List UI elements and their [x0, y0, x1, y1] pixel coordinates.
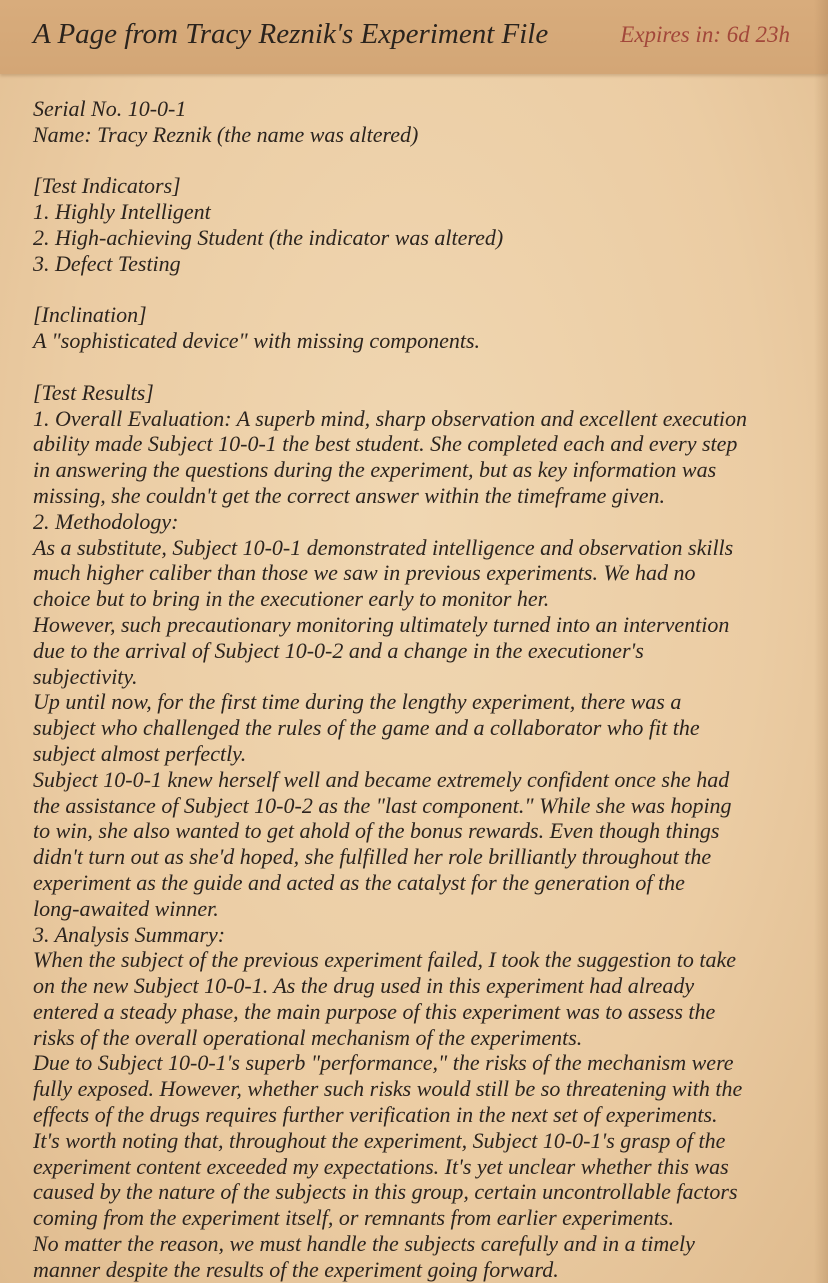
text-line: As a substitute, Subject 10-0-1 demonstrated intelligence and observation skills	[33, 534, 734, 560]
text-line: caused by the nature of the subjects in this group, certain uncontrollable factors	[33, 1179, 738, 1205]
text-line: experiment as the guide and acted as the catalyst for the generation of the	[33, 869, 685, 895]
text-line: the assistance of Subject 10-0-2 as the "last component." While she was hoping	[33, 792, 732, 818]
text-line: experiment content exceeded my expectations. It's yet unclear whether this was	[33, 1153, 729, 1179]
text-line: didn't turn out as she'd hoped, she fulfilled her role brilliantly throughout the	[33, 844, 712, 870]
text-line: Up until now, for the first time during the lengthy experiment, there was a	[33, 689, 682, 715]
text-line: manner despite the results of the experiment going forward.	[33, 1256, 559, 1282]
text-line: 2. High-achieving Student (the indicator was altered)	[33, 224, 504, 250]
text-line: risks of the overall operational mechanism of the experiments.	[33, 1024, 583, 1050]
text-line: 2. Methodology:	[33, 508, 179, 534]
text-line: When the subject of the previous experiment failed, I took the suggestion to take	[33, 947, 737, 973]
text-line: ability made Subject 10-0-1 the best student. She completed each and every step	[33, 431, 738, 457]
text-line: much higher caliber than those we saw in previous experiments. We had no	[33, 560, 696, 586]
text-line: subject who challenged the rules of the game and a collaborator who fit the	[33, 715, 700, 741]
text-line: 3. Analysis Summary:	[33, 921, 226, 947]
text-line: A "sophisticated device" with missing components.	[33, 328, 481, 354]
document-body[interactable]	[33, 96, 813, 1283]
text-line: effects of the drugs requires further verification in the next set of experiments.	[33, 1102, 718, 1128]
text-line: Serial No. 10-0-1	[33, 96, 187, 121]
text-line: 1. Overall Evaluation: A superb mind, sharp observation and excellent execution	[33, 405, 748, 431]
text-line: entered a steady phase, the main purpose of this experiment was to assess the	[33, 998, 716, 1024]
text-line: [Test Indicators]	[33, 173, 181, 199]
blank-line	[33, 277, 813, 303]
text-line: fully exposed. However, whether such risks would still be so threatening with the	[33, 1076, 743, 1102]
text-line: subjectivity.	[33, 663, 138, 689]
text-line: It's worth noting that, throughout the experiment, Subject 10-0-1's grasp of the	[33, 1127, 726, 1153]
text-line: choice but to bring in the executioner early to monitor her.	[33, 586, 550, 612]
text-line: due to the arrival of Subject 10-0-2 and a change in the executioner's	[33, 637, 644, 663]
page-edge-shadow	[814, 0, 828, 1283]
text-line: in answering the questions during the experiment, but as key information was	[33, 457, 717, 483]
text-line: However, such precautionary monitoring ultimately turned into an intervention	[33, 611, 730, 637]
text-line: Name: Tracy Reznik (the name was altered)	[33, 121, 419, 147]
text-line: on the new Subject 10-0-1. As the drug used in this experiment had already	[33, 973, 695, 999]
text-line: 1. Highly Intelligent	[33, 199, 211, 225]
text-line: subject almost perfectly.	[33, 740, 247, 766]
text-line: long-awaited winner.	[33, 895, 219, 921]
text-line: No matter the reason, we must handle the subjects carefully and in a timely	[33, 1231, 695, 1257]
text-line: 3. Defect Testing	[33, 250, 181, 276]
blank-line	[33, 148, 813, 174]
text-line: Due to Subject 10-0-1's superb "performance," the risks of the mechanism were	[33, 1050, 734, 1076]
text-line: Subject 10-0-1 knew herself well and became extremely confident once she had	[33, 766, 730, 792]
text-line: to win, she also wanted to get ahold of the bonus rewards. Even though things	[33, 818, 720, 844]
text-line: [Test Results]	[33, 379, 154, 405]
page-header	[0, 0, 828, 74]
text-line: coming from the experiment itself, or remnants from earlier experiments.	[33, 1205, 674, 1231]
text-line: missing, she couldn't get the correct answer within the timeframe given.	[33, 482, 666, 508]
blank-line	[33, 354, 813, 380]
expiry-timer: Expires in: 6d 23h	[620, 22, 790, 47]
page-title: A Page from Tracy Reznik's Experiment File	[33, 18, 549, 50]
text-line: [Inclination]	[33, 302, 147, 328]
